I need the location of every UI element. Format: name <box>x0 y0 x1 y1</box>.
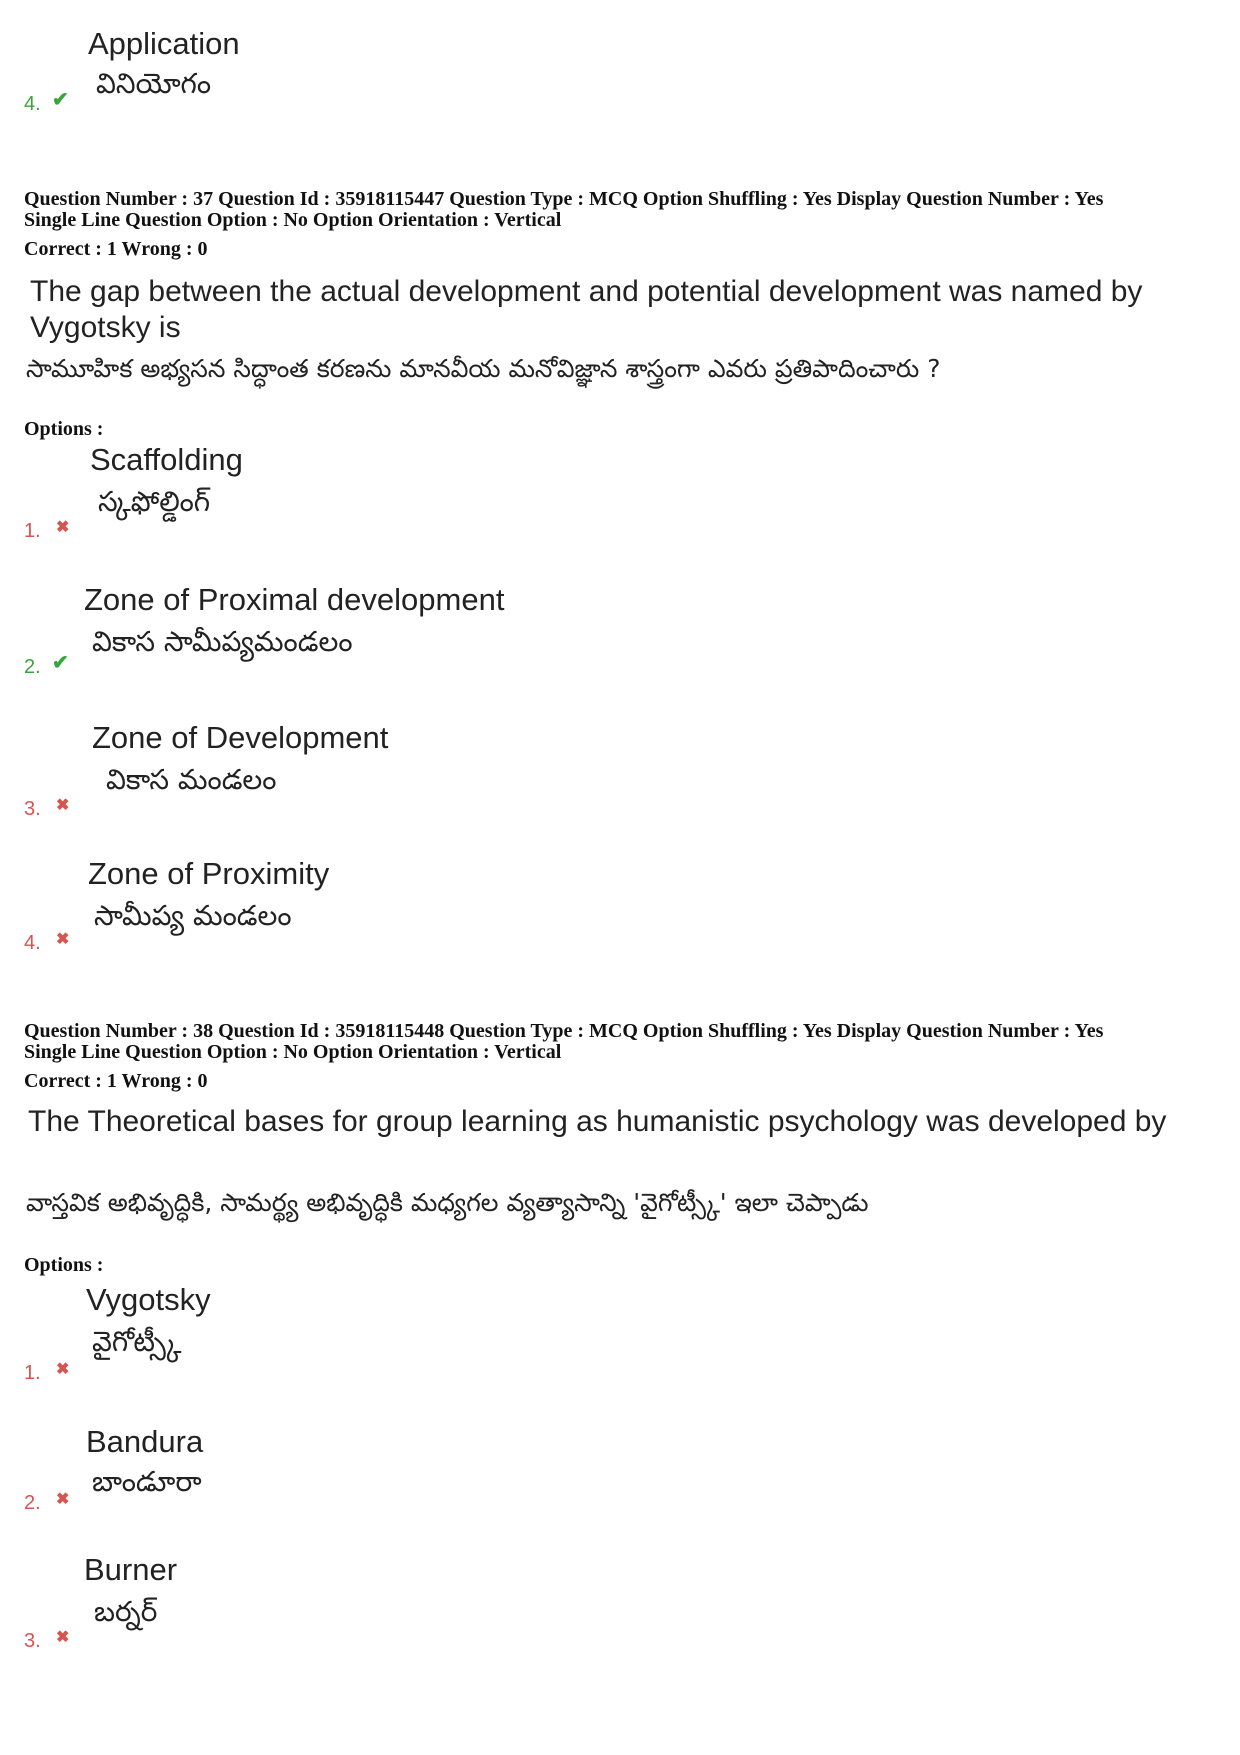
option-text-en: Bandura <box>86 1424 204 1459</box>
question-meta-options: Single Line Question Option : No Option Orientation : Vertical <box>24 1041 562 1063</box>
check-icon: ✔ <box>52 650 69 674</box>
question-meta: Question Number : 38 Question Id : 35918115448 Question Type : MCQ Option Shuffling : Yes Display Question Number : Yes <box>24 1020 1104 1042</box>
option-text-en: Vygotsky <box>86 1282 211 1317</box>
option-text-en: Scaffolding <box>90 442 243 477</box>
cross-icon: ✖ <box>56 517 70 536</box>
option-text-te: బాండూరా <box>92 1465 202 1498</box>
option-number: 3. <box>24 1630 41 1652</box>
option-text-te: సామీప్య మండలం <box>94 899 292 932</box>
option-text-te: బర్నర్ <box>94 1595 158 1628</box>
option-number: 1. <box>24 520 41 542</box>
option-number: 4. <box>24 932 41 954</box>
check-icon: ✔ <box>52 87 69 111</box>
option-text-en: Burner <box>84 1552 178 1587</box>
option-text-te: వికాస సామీప్యమండలం <box>92 625 353 658</box>
options-label: Options : <box>24 418 104 440</box>
cross-icon: ✖ <box>56 929 70 948</box>
option-text-te: స్కఫోల్డింగ్ <box>98 485 211 518</box>
cross-icon: ✖ <box>56 1359 70 1378</box>
question-text-te: వాస్తవిక అభివృద్ధికి, సామర్థ్య అభివృద్ధికి మధ్యగల వ్యత్యాసాన్ని 'వైగోట్స్కీ' ఇలా చెప్పాడు <box>26 1188 869 1217</box>
option-number: 2. <box>24 1492 41 1514</box>
question-marks: Correct : 1 Wrong : 0 <box>24 238 208 260</box>
question-meta: Question Number : 37 Question Id : 35918115447 Question Type : MCQ Option Shuffling : Yes Display Question Number : Yes <box>24 188 1104 210</box>
options-label: Options : <box>24 1254 104 1276</box>
option-text-en: Application <box>88 26 240 61</box>
cross-icon: ✖ <box>56 1489 70 1508</box>
option-text-te: వినియోగం <box>96 67 212 100</box>
cross-icon: ✖ <box>56 795 70 814</box>
option-number: 1. <box>24 1362 41 1384</box>
option-number: 2. <box>24 656 41 678</box>
option-text-en: Zone of Proximity <box>88 856 330 891</box>
option-number: 3. <box>24 798 41 820</box>
option-text-te: వికాస మండలం <box>106 763 277 796</box>
option-text-en: Zone of Proximal development <box>84 582 505 617</box>
question-text-en: The Theoretical bases for group learning as humanistic psychology was developed by <box>28 1105 1167 1138</box>
question-text-en: The gap between the actual development and potential development was named by Vygotsky is <box>30 275 1143 344</box>
option-text-te: వైగోట్స్కీ <box>92 1325 182 1358</box>
question-text-te: సామూహిక అభ్యసన సిద్ధాంత కరణను మానవీయ మనోవిజ్ఞాన శాస్త్రంగా ఎవరు ప్రతిపాదించారు ? <box>26 354 941 383</box>
cross-icon: ✖ <box>56 1627 70 1646</box>
option-number: 4. <box>24 93 41 115</box>
option-text-en: Zone of Development <box>92 720 389 755</box>
question-meta-options: Single Line Question Option : No Option Orientation : Vertical <box>24 209 562 231</box>
question-marks: Correct : 1 Wrong : 0 <box>24 1070 208 1092</box>
